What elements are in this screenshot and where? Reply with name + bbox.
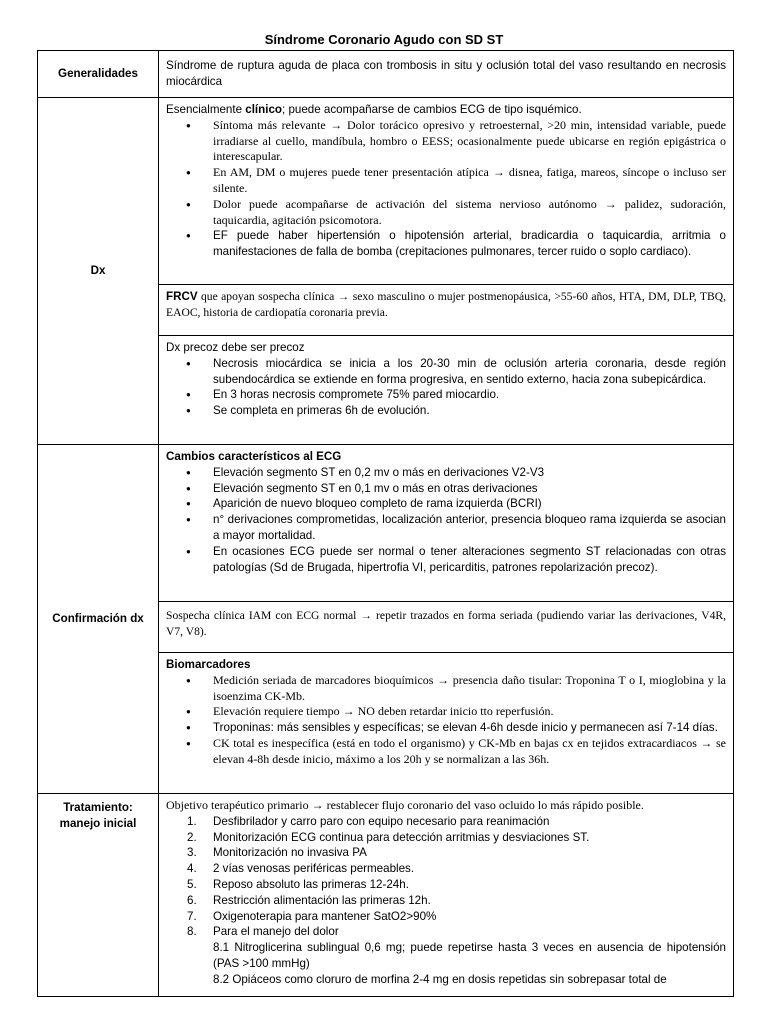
label-confirmacion: Confirmación dx	[38, 445, 159, 794]
item-text: Restricción alimentación las primeras 12h.	[213, 893, 431, 907]
list-item: ● Elevación segmento ST en 0,2 mv o más en derivaciones V2-V3	[166, 465, 726, 481]
dx-intro-bold: clínico	[245, 103, 282, 116]
item-number: 6.	[187, 893, 197, 907]
item-text: Reposo absoluto las primeras 12-24h.	[213, 877, 409, 891]
list-item: ● Medición seriada de marcadores bioquímicos → presencia daño tisular: Troponina T o I, mioglobina y la isoenzima CK-Mb.	[166, 673, 726, 705]
item-number: 3.	[187, 846, 197, 860]
list-item: ● EF puede haber hipertensión o hipotensión arterial, bradicardia o taquicardia, arritmia o manifestaciones de falla de bomba (crepitaciones pulmonares, tercer ruido o soplo cardiaco).	[166, 228, 726, 260]
list-item: ● En 3 horas necrosis compromete 75% pared miocardio.	[166, 387, 726, 403]
tratamiento-intro: Objetivo terapéutico primario → restablecer flujo coronario del vaso ocluido lo más rápido posible.	[166, 798, 644, 812]
biomarcadores-cell	[159, 653, 734, 794]
item-number: 2.	[187, 830, 197, 844]
tratamiento-list	[166, 814, 726, 940]
row-generalidades	[38, 51, 734, 98]
label-tratamiento: Tratamiento: manejo inicial	[38, 794, 159, 997]
item-text: 2 vías venosas periféricas permeables.	[213, 862, 415, 876]
item-number: 5.	[187, 877, 197, 891]
item-number: 8.	[187, 925, 197, 939]
tratamiento-cell	[159, 794, 734, 997]
list-item: ● Síntoma más relevante → Dolor torácico opresivo y retroesternal, >20 min, intensidad variable, puede irradiarse al cuello, mandíbula, hombro o EESS; ocasionalmente puede ubicarse en región epigástrica o interescapular.	[166, 118, 726, 165]
item-text: Para el manejo del dolor	[213, 925, 339, 939]
list-item: ● Necrosis miocárdica se inicia a los 20-30 min de oclusión arteria coronaria, desde región subendocárdica se extiende en forma progresiva, en sentido externo, hacia zona subepicárdica.	[166, 356, 726, 388]
ecg-list	[166, 465, 726, 576]
list-item: ● Se completa en primeras 6h de evolución.	[166, 403, 726, 419]
biomarcadores-list	[166, 673, 726, 768]
dx-clinico-cell	[159, 98, 734, 285]
sospecha-text: Sospecha clínica IAM con ECG normal → repetir trazados en forma seriada (pudiendo variar las derivaciones, V4R, V7, V8).	[159, 602, 734, 653]
list-item: ● En AM, DM o mujeres puede tener presentación atípica → disnea, fatiga, mareos, síncope o incluso ser silente.	[166, 165, 726, 197]
list-item	[166, 893, 726, 909]
frcv-text: que apoyan sospecha clínica → sexo masculino o mujer postmenopáusica, >55-60 años, HTA, DM, DLP, TBQ, EAOC, historia de cardiopatía coronaria previa.	[166, 290, 726, 319]
dx-intro-post: ; puede acompañarse de cambios ECG de tipo isquémico.	[282, 103, 582, 116]
biomarcadores-heading: Biomarcadores	[166, 658, 251, 671]
tratamiento-sub-1: 8.1 Nitroglicerina sublingual 0,6 mg; puede repetirse hasta 3 veces en ausencia de hipotensión (PAS >100 mmHg)	[213, 941, 726, 970]
dx-precoz-cell	[159, 336, 734, 445]
item-text: Monitorización no invasiva PA	[213, 846, 367, 860]
item-text: Desfibrilador y carro paro con equipo necesario para reanimación	[213, 814, 550, 828]
list-item	[166, 909, 726, 925]
dx-bullet-list	[166, 118, 726, 260]
item-text: Oxigenoterapia para mantener SatO2>90%	[213, 909, 437, 923]
list-item	[166, 861, 726, 877]
dx-frcv-cell	[159, 285, 734, 336]
list-item	[166, 845, 726, 861]
list-item	[166, 814, 726, 830]
list-item: ● n° derivaciones comprometidas, localización anterior, presencia bloqueo rama izquierda se asocian a mayor mortalidad.	[166, 512, 726, 544]
label-generalidades: Generalidades	[38, 51, 159, 98]
row-tratamiento	[38, 794, 734, 997]
dx-intro-pre: Esencialmente	[166, 103, 246, 116]
label-dx: Dx	[38, 98, 159, 445]
list-item: ● Elevación requiere tiempo → NO deben retardar inicio tto reperfusión.	[166, 704, 726, 720]
tratamiento-sub-2: 8.2 Opiáceos como cloruro de morfina 2-4 mg en dosis repetidas sin sobrepasar total de	[213, 972, 667, 986]
list-item: ● Dolor puede acompañarse de activación del sistema nervioso autónomo → palidez, sudoración, taquicardia, agitación psicomotora.	[166, 197, 726, 229]
list-item: ● CK total es inespecífica (está en todo el organismo) y CK-Mb en bajas cx en tejidos extracardiacos → se elevan 4-8h desde inicio, máximo a los 20h y se normalizan a las 36h.	[166, 736, 726, 768]
dx-intro	[166, 102, 726, 118]
list-item: ● Troponinas: más sensibles y específicas; se elevan 4-6h desde inicio y permanecen así 7-14 días.	[166, 720, 726, 736]
list-item: ● En ocasiones ECG puede ser normal o tener alteraciones segmento ST relacionadas con otras patologías (Sd de Brugada, hipertrofia VI, pericarditis, patrones repolarización precoz).	[166, 544, 726, 576]
document-title: Síndrome Coronario Agudo con SD ST	[264, 32, 504, 47]
content-table	[37, 50, 734, 997]
ecg-cell	[159, 445, 734, 602]
item-text: Monitorización ECG continua para detección arritmias y desviaciones ST.	[213, 830, 590, 844]
generalidades-text: Síndrome de ruptura aguda de placa con trombosis in situ y oclusión total del vaso resultando en necrosis miocárdica	[159, 51, 734, 98]
list-item: ● Aparición de nuevo bloqueo completo de rama izquierda (BCRI)	[166, 496, 726, 512]
list-item: ● Elevación segmento ST en 0,1 mv o más en otras derivaciones	[166, 481, 726, 497]
list-item	[166, 830, 726, 846]
frcv-bold: FRCV	[166, 290, 198, 303]
item-number: 7.	[187, 909, 197, 923]
row-dx-1	[38, 98, 734, 285]
item-number: 4.	[187, 862, 197, 876]
item-number: 1.	[187, 814, 197, 828]
dx-precoz-intro: Dx precoz debe ser precoz	[166, 341, 305, 354]
dx-precoz-list	[166, 356, 726, 419]
ecg-heading: Cambios característicos al ECG	[166, 450, 342, 463]
row-conf-1	[38, 445, 734, 602]
list-item	[166, 877, 726, 893]
list-item	[166, 924, 726, 940]
tratamiento-content	[166, 798, 726, 996]
